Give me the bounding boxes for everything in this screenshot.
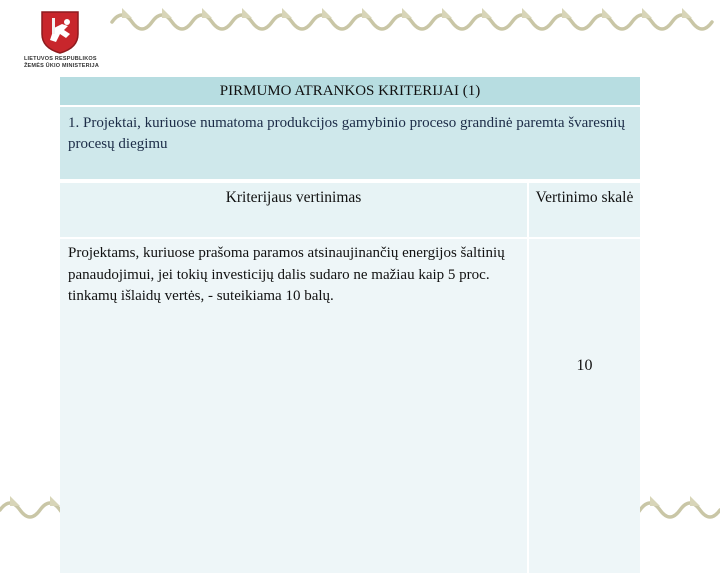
criterion-heading: 1. Projektai, kuriuose numatoma produkcijos gamybinio proceso grandinė paremta švaresnių procesų diegimu [60, 106, 640, 181]
table-title: PIRMUMO ATRANKOS KRITERIJAI (1) [60, 77, 640, 106]
logo-line-2: ŽEMĖS ŪKIO MINISTERIJA [24, 63, 99, 69]
table-title-row [60, 77, 640, 106]
table-row [60, 238, 640, 573]
header-criterion-evaluation: Kriterijaus vertinimas [60, 181, 528, 238]
criterion-description: Projektams, kuriuose prašoma paramos atsinaujinančių energijos šaltinių panaudojimui, jei tokių investicijų dalis sudaro ne mažiau kaip 5 proc. tinkamų išlaidų vertės, - suteikiama 10 balų. [60, 238, 528, 573]
table-subtitle-row [60, 106, 640, 181]
top-ornament-band [0, 2, 720, 42]
logo-line-1: LIETUVOS RESPUBLIKOS [24, 56, 97, 62]
header-evaluation-scale: Vertinimo skalė [528, 181, 640, 238]
logo-caption [24, 56, 134, 70]
table-header-row [60, 181, 640, 238]
criterion-score: 10 [528, 238, 640, 573]
criteria-table [60, 77, 640, 573]
